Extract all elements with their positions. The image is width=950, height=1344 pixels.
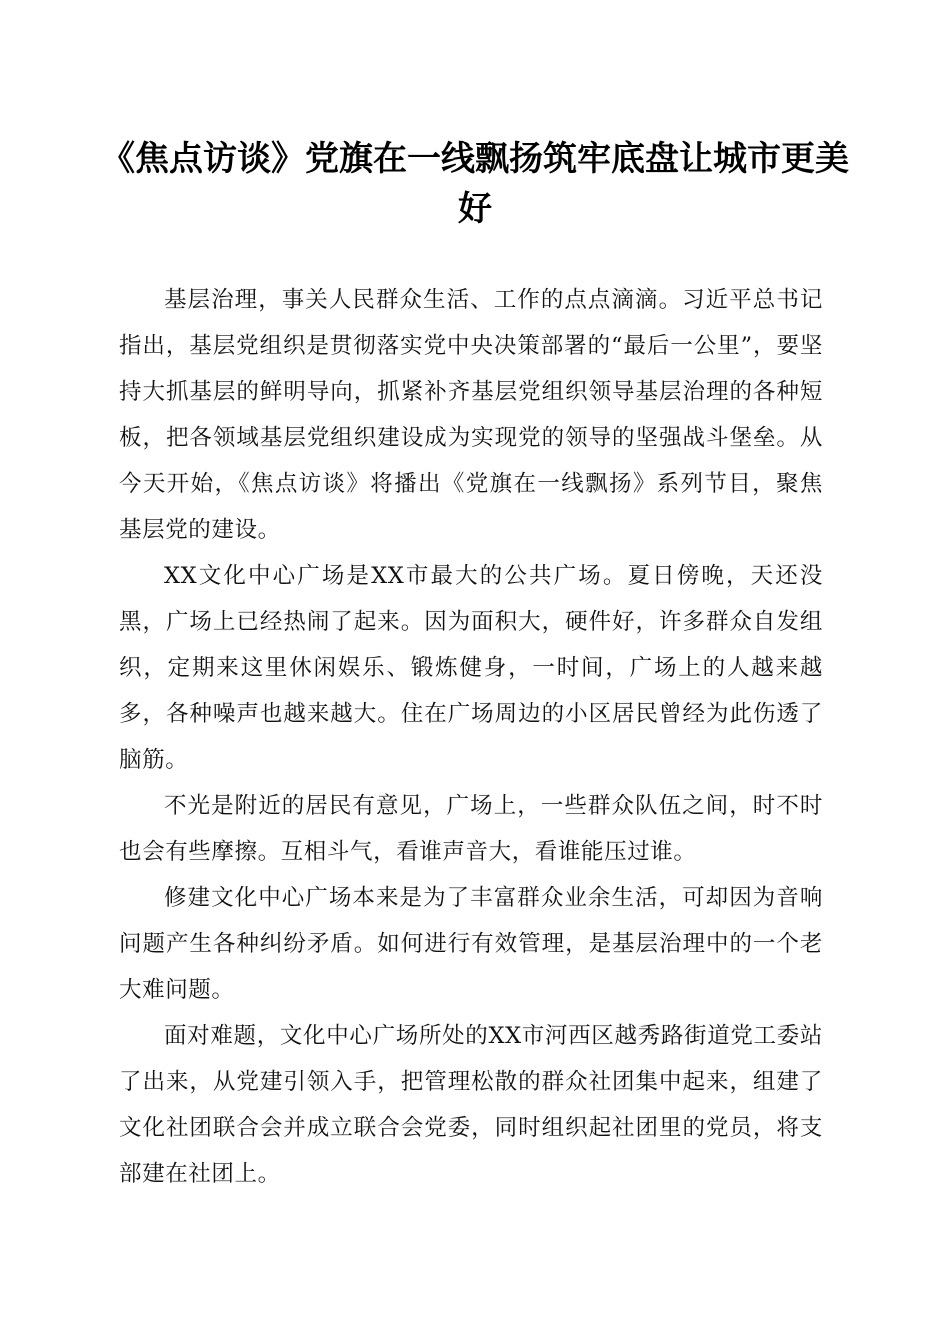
paragraph-5: 面对难题，文化中心广场所处的XX市河西区越秀路街道党工委站了出来，从党建引领入手，把管理松散的群众社团集中起来，组建了文化社团联合会并成立联合会党委，同时组织起社团里的党员，将支部建在社团上。	[119, 1023, 823, 1187]
paragraph-4: 修建文化中心广场本来是为了丰富群众业余生活，可却因为音响问题产生各种纠纷矛盾。如何进行有效管理，是基层治理中的一个老大难问题。	[119, 885, 823, 1003]
document-body	[119, 277, 823, 1197]
paragraph-2: XX文化中心广场是XX市最大的公共广场。夏日傍晚，天还没黑，广场上已经热闹了起来。因为面积大，硬件好，许多群众自发组织，定期来这里休闲娱乐、锻炼健身，一时间，广场上的人越来越多，各种噪声也越来越大。住在广场周边的小区居民曾经为此伤透了脑筋。	[119, 563, 823, 773]
paragraph-3: 不光是附近的居民有意见，广场上，一些群众队伍之间，时不时也会有些摩擦。互相斗气，看谁声音大，看谁能压过谁。	[119, 793, 823, 865]
document-title: 《焦点访谈》党旗在一线飘扬筑牢底盘让城市更美好	[101, 139, 849, 229]
paragraph-1: 基层治理，事关人民群众生活、工作的点点滴滴。习近平总书记指出，基层党组织是贯彻落实党中央决策部署的“最后一公里”，要坚持大抓基层的鲜明导向，抓紧补齐基层党组织领导基层治理的各种短板，把各领域基层党组织建设成为实现党的领导的坚强战斗堡垒。从今天开始，《焦点访谈》将播出《党旗在一线飘扬》系列节目，聚焦基层党的建设。	[119, 287, 823, 543]
